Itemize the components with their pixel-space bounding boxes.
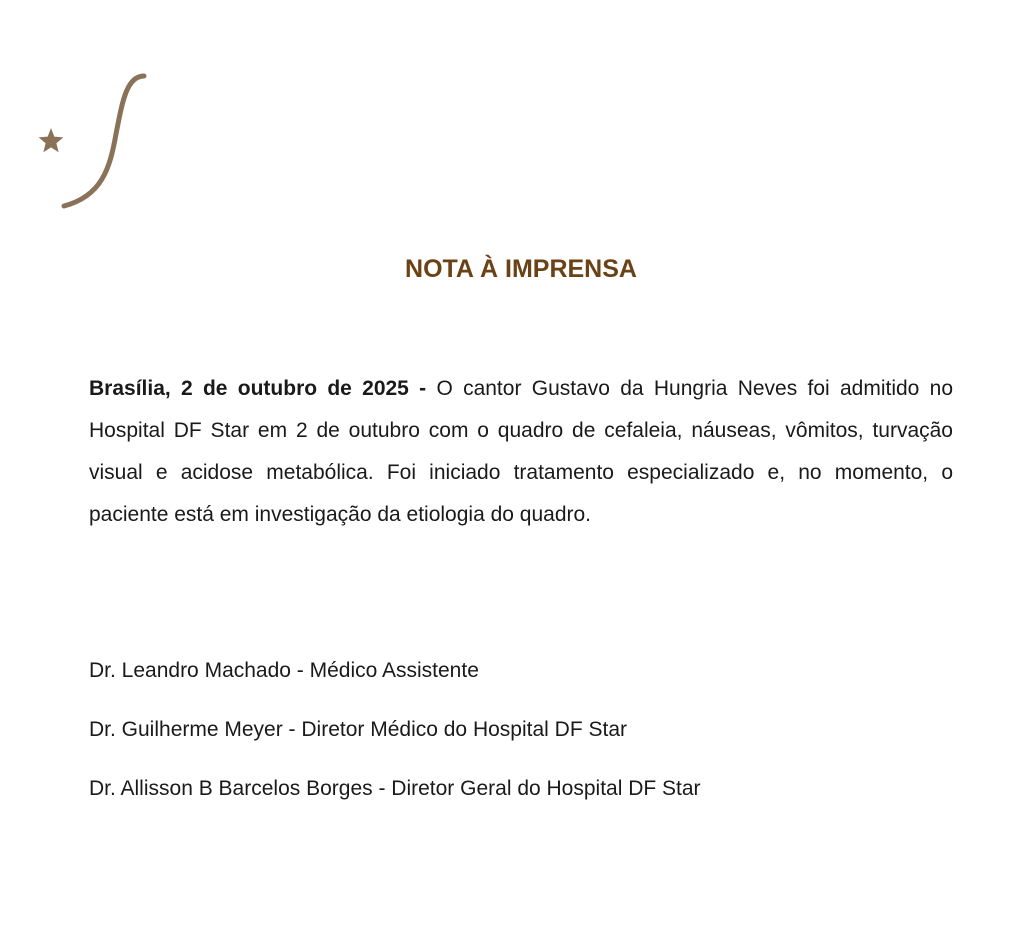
signature-line: Dr. Allisson B Barcelos Borges - Diretor Geral do Hospital DF Star xyxy=(89,777,701,800)
signature-list xyxy=(89,654,969,831)
signature-line: Dr. Guilherme Meyer - Diretor Médico do Hospital DF Star xyxy=(89,718,627,741)
document-title: NOTA À IMPRENSA xyxy=(405,255,637,283)
signature-line: Dr. Leandro Machado - Médico Assistente xyxy=(89,659,479,682)
logo-star-icon xyxy=(39,128,64,152)
logo-mark xyxy=(30,68,160,218)
body-paragraph: O cantor Gustavo da Hungria Neves foi admitido no Hospital DF Star em 2 de outubro com o quadro de cefaleia, náuseas, vômitos, turvação visual e acidose metabólica. Foi iniciado tratamento especializado e, no momento, o paciente está em investigação da etiologia do quadro. xyxy=(89,377,953,526)
logo-swash-icon xyxy=(64,76,144,206)
hospital-logo xyxy=(30,68,160,218)
dateline: Brasília, 2 de outubro de 2025 - xyxy=(89,377,427,400)
press-release-body xyxy=(89,368,953,536)
